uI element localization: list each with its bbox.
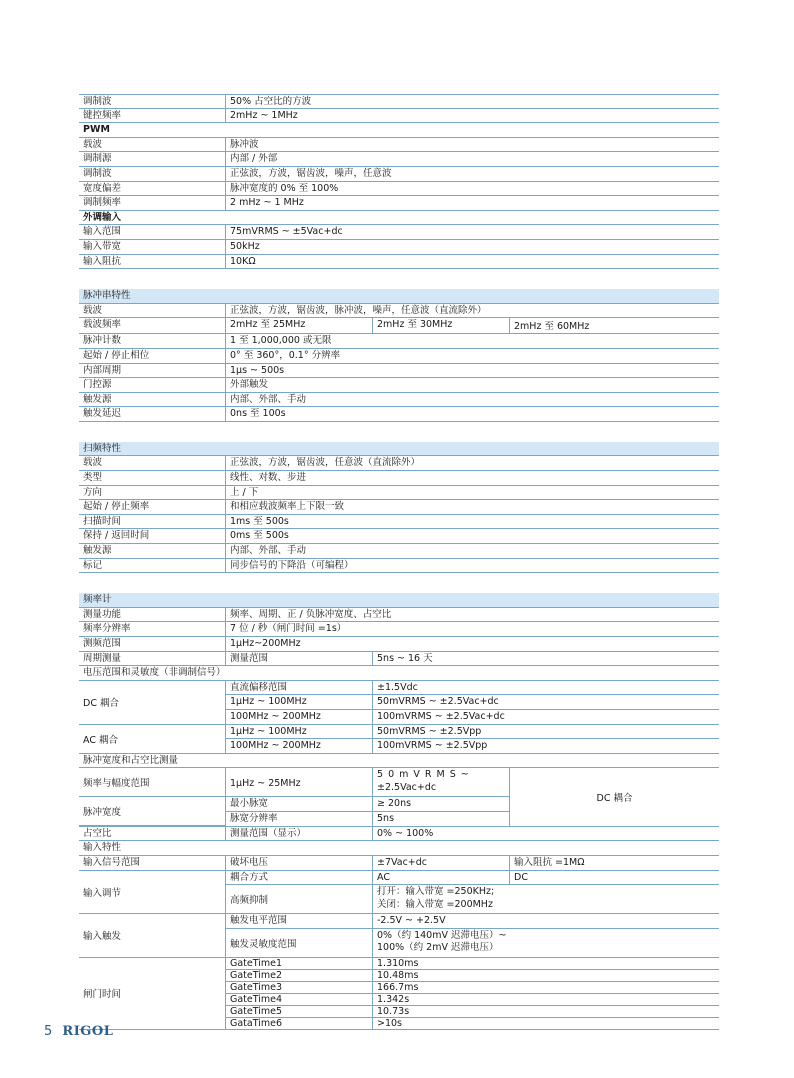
input-header: 输入特性 bbox=[79, 841, 719, 856]
spec-row bbox=[79, 515, 719, 530]
row-label: 脉冲计数 bbox=[83, 335, 122, 347]
row-sub: 1μHz ~ 100MHz bbox=[225, 695, 377, 709]
row-value: 1μs ~ 500s bbox=[225, 364, 719, 378]
dc-couple-merged: DC 耦合 bbox=[509, 768, 719, 825]
row-value: 7 位 / 秒（闸门时间 =1s） bbox=[225, 622, 719, 636]
row-label: 输入阻抗 bbox=[83, 255, 122, 267]
spec-row bbox=[79, 544, 719, 559]
row-label: 标记 bbox=[83, 559, 103, 571]
row-label: 键控频率 bbox=[83, 109, 122, 121]
row-label: 测量功能 bbox=[83, 608, 122, 620]
page-footer bbox=[44, 1024, 113, 1039]
page-number: 5 bbox=[44, 1024, 53, 1039]
row-value: 1ms 至 500s bbox=[225, 515, 719, 529]
row-value: 正弦波，方波，锯齿波，任意波（直流除外） bbox=[225, 456, 719, 470]
spec-row bbox=[79, 529, 719, 544]
spec-row bbox=[79, 364, 719, 379]
pwm-header: PWM bbox=[79, 123, 719, 138]
row-label: 频率分辨率 bbox=[83, 623, 131, 635]
spec-row bbox=[79, 393, 719, 408]
row-sub: 100MHz ~ 200MHz bbox=[225, 739, 377, 753]
row-value: 1μHz~200MHz bbox=[225, 637, 719, 651]
counter-section bbox=[79, 608, 719, 652]
row-value: 50mVRMS ~ ±2.5Vpp bbox=[372, 725, 719, 739]
sweep-title: 扫频特性 bbox=[79, 442, 719, 457]
fa-row: 频率与幅度范围 1μHz ~ 25MHz 5 0 m V R M S ~ ±2.5Vac+dc bbox=[79, 768, 719, 797]
gate-name: GateTime1 bbox=[225, 958, 377, 969]
row-label: 测频范围 bbox=[83, 638, 122, 649]
row-value: 50mVRMS ~ ±2.5Vac+dc bbox=[372, 695, 719, 709]
coupling-row: 耦合方式 AC DC bbox=[79, 871, 719, 886]
pulse-header: 脉冲宽度和占空比测量 bbox=[79, 754, 719, 769]
row-label: 扫描时间 bbox=[83, 515, 122, 527]
row-value: 0° 至 360°，0.1° 分辨率 bbox=[225, 349, 719, 363]
spec-row bbox=[79, 225, 719, 240]
burst-freq-row bbox=[79, 318, 719, 334]
gate-value: 10.73s bbox=[372, 1006, 719, 1017]
row-label: 触发源 bbox=[83, 545, 112, 557]
hf-value: 打开：输入带宽 =250KHz; 关闭：输入带宽 =200MHz bbox=[372, 885, 719, 913]
gate-value: 10.48ms bbox=[372, 970, 719, 981]
pw-row-1: 最小脉宽 ≥ 20ns bbox=[79, 797, 719, 812]
row-value: 线性、对数、步进 bbox=[225, 471, 719, 485]
row-label: 内部周期 bbox=[83, 364, 122, 376]
sweep-section bbox=[79, 456, 719, 573]
ext-section bbox=[79, 225, 719, 269]
row-value: 正弦波，方波，锯齿波，脉冲波，噪声，任意波（直流除外） bbox=[225, 304, 719, 318]
spec-row bbox=[79, 500, 719, 515]
row-sub: 直流偏移范围 bbox=[225, 681, 377, 695]
trig-sens-row: 触发灵敏度范围 0%（约 140mV 迟滞电压）~ 100%（约 2mV 迟滞电压） bbox=[79, 929, 719, 958]
gate-name: GateTime3 bbox=[225, 982, 377, 993]
spec-row bbox=[79, 349, 719, 364]
row-value: 2mHz ~ 1MHz bbox=[225, 109, 719, 123]
spec-row bbox=[79, 608, 719, 623]
pw-row-2: 脉宽分辨率 5ns bbox=[79, 812, 719, 827]
row-sub: 100MHz ~ 200MHz bbox=[225, 710, 377, 724]
row-label: 门控源 bbox=[83, 379, 112, 391]
row-value: 脉冲宽度的 0% 至 100% bbox=[225, 182, 719, 196]
row-value: 正弦波，方波，锯齿波，噪声，任意波 bbox=[225, 167, 719, 181]
gate-name: GateTime5 bbox=[225, 1006, 377, 1017]
row-value: 同步信号的下降沿（可编程） bbox=[225, 559, 719, 573]
spec-row bbox=[79, 138, 719, 153]
spec-row bbox=[79, 334, 719, 349]
ac-label: AC 耦合 bbox=[79, 725, 225, 753]
ac-block bbox=[79, 725, 719, 754]
adj-block bbox=[79, 871, 719, 915]
range-row: 输入信号范围 破坏电压 ±7Vac+dc 输入阻抗 =1MΩ bbox=[79, 856, 719, 871]
row-value: 50% 占空比的方波 bbox=[225, 95, 719, 108]
row-label: 起始 / 停止相位 bbox=[83, 349, 150, 361]
row-sub: 测量范围 bbox=[225, 652, 377, 666]
row-label: 载波 bbox=[83, 138, 103, 150]
burst-carrier-row bbox=[79, 304, 719, 319]
burst-freq-3: 2mHz 至 60MHz bbox=[509, 318, 719, 333]
row-label: 触发延迟 bbox=[83, 408, 122, 420]
brand-logo: RIGOL bbox=[62, 1024, 114, 1039]
trig-label: 输入触发 bbox=[79, 914, 225, 957]
gate-value: >10s bbox=[372, 1018, 719, 1029]
row-label: 宽度偏差 bbox=[83, 182, 122, 194]
sens-header: 电压范围和灵敏度（非调制信号） bbox=[79, 666, 719, 681]
row-label: 保持 / 返回时间 bbox=[83, 530, 150, 542]
row-label: 调制源 bbox=[83, 153, 112, 165]
spec-row bbox=[79, 182, 719, 197]
burst-freq-2: 2mHz 至 30MHz bbox=[372, 318, 514, 333]
trig-block bbox=[79, 914, 719, 958]
fa-value: 5 0 m V R M S ~ ±2.5Vac+dc bbox=[372, 768, 514, 796]
row-value: 内部 / 外部 bbox=[225, 152, 719, 166]
spec-row bbox=[79, 407, 719, 422]
row-label: 输入范围 bbox=[83, 226, 122, 238]
row-value: 0ms 至 500s bbox=[225, 529, 719, 543]
row-value: 75mVRMS ~ ±5Vac+dc bbox=[225, 225, 719, 239]
row-value: 0ns 至 100s bbox=[225, 407, 719, 421]
row-label: 输入带宽 bbox=[83, 240, 122, 252]
gate-name: GataTime6 bbox=[225, 1018, 377, 1029]
spec-row bbox=[79, 622, 719, 637]
gate-value: 166.7ms bbox=[372, 982, 719, 993]
spec-row bbox=[79, 240, 719, 255]
row-value: 100mVRMS ~ ±2.5Vac+dc bbox=[372, 710, 719, 724]
burst-section bbox=[79, 334, 719, 422]
row-label: 触发源 bbox=[83, 393, 112, 405]
row-value: 上 / 下 bbox=[225, 486, 719, 500]
row-label: 起始 / 停止频率 bbox=[83, 501, 150, 513]
spec-row bbox=[79, 471, 719, 486]
row-value: 和相应载波频率上下限一致 bbox=[225, 500, 719, 514]
am-section bbox=[79, 94, 719, 123]
spec-row bbox=[79, 167, 719, 182]
burst-freq-1: 2mHz 至 25MHz bbox=[225, 318, 377, 333]
row-value: 脉冲波 bbox=[225, 138, 719, 152]
row-sub: 1μHz ~ 100MHz bbox=[225, 725, 377, 739]
ext-header: 外调输入 bbox=[79, 211, 719, 226]
trig-sens-value: 0%（约 140mV 迟滞电压）~ 100%（约 2mV 迟滞电压） bbox=[372, 929, 719, 957]
pw-label: 脉冲宽度 bbox=[79, 797, 225, 825]
row-value: 100mVRMS ~ ±2.5Vpp bbox=[372, 739, 719, 753]
trig-level-row: 触发电平范围 -2.5V ~ +2.5V bbox=[79, 914, 719, 929]
spec-row bbox=[79, 196, 719, 211]
dc-label: DC 耦合 bbox=[79, 681, 225, 724]
row-label: 调制波 bbox=[83, 167, 112, 179]
spec-row bbox=[79, 109, 719, 124]
spec-row bbox=[79, 456, 719, 471]
row-label: 载波 bbox=[83, 457, 103, 469]
row-value: 内部、外部、手动 bbox=[225, 544, 719, 558]
row-value: 2 mHz ~ 1 MHz bbox=[225, 196, 719, 210]
row-label: 周期测量 bbox=[83, 652, 122, 664]
row-value: 10KΩ bbox=[225, 255, 719, 269]
row-label: 载波频率 bbox=[83, 319, 122, 331]
row-value: 50kHz bbox=[225, 240, 719, 254]
spec-sheet bbox=[79, 94, 719, 1030]
dc-block bbox=[79, 681, 719, 725]
row-label: 调制频率 bbox=[83, 197, 122, 209]
hf-row: 高频抑制 打开：输入带宽 =250KHz; 关闭：输入带宽 =200MHz bbox=[79, 885, 719, 914]
spec-row bbox=[79, 637, 719, 652]
spec-row bbox=[79, 255, 719, 270]
pwm-section bbox=[79, 138, 719, 211]
row-label: 载波 bbox=[83, 304, 103, 316]
burst-title: 脉冲串特性 bbox=[79, 289, 719, 304]
gate-value: 1.342s bbox=[372, 994, 719, 1005]
spec-row bbox=[79, 559, 719, 574]
row-label: 方向 bbox=[83, 486, 103, 498]
pulse-block bbox=[79, 768, 719, 841]
spec-row bbox=[79, 378, 719, 393]
spec-row bbox=[79, 486, 719, 501]
row-label: 调制波 bbox=[83, 96, 112, 107]
spec-row bbox=[79, 94, 719, 109]
row-value: 5ns ~ 16 天 bbox=[372, 652, 719, 666]
row-value: 频率、周期、正 / 负脉冲宽度、占空比 bbox=[225, 608, 719, 622]
spec-row bbox=[79, 152, 719, 167]
gate-block bbox=[79, 958, 719, 1030]
row-value: 内部、外部、手动 bbox=[225, 393, 719, 407]
gate-value: 1.310ms bbox=[372, 958, 719, 969]
row-value: ±1.5Vdc bbox=[372, 681, 719, 695]
row-label: 类型 bbox=[83, 472, 103, 484]
row-value: 1 至 1,000,000 或无限 bbox=[225, 334, 719, 348]
adj-label: 输入调节 bbox=[79, 871, 225, 914]
duty-row: 占空比 测量范围（显示） 0% ~ 100% bbox=[79, 827, 719, 842]
gate-name: GateTime4 bbox=[225, 994, 377, 1005]
row-value: 外部触发 bbox=[225, 378, 719, 392]
counter-title: 频率计 bbox=[79, 593, 719, 608]
period-row bbox=[79, 652, 719, 667]
gate-name: GateTime2 bbox=[225, 970, 377, 981]
gate-label: 闸门时间 bbox=[79, 958, 225, 1029]
